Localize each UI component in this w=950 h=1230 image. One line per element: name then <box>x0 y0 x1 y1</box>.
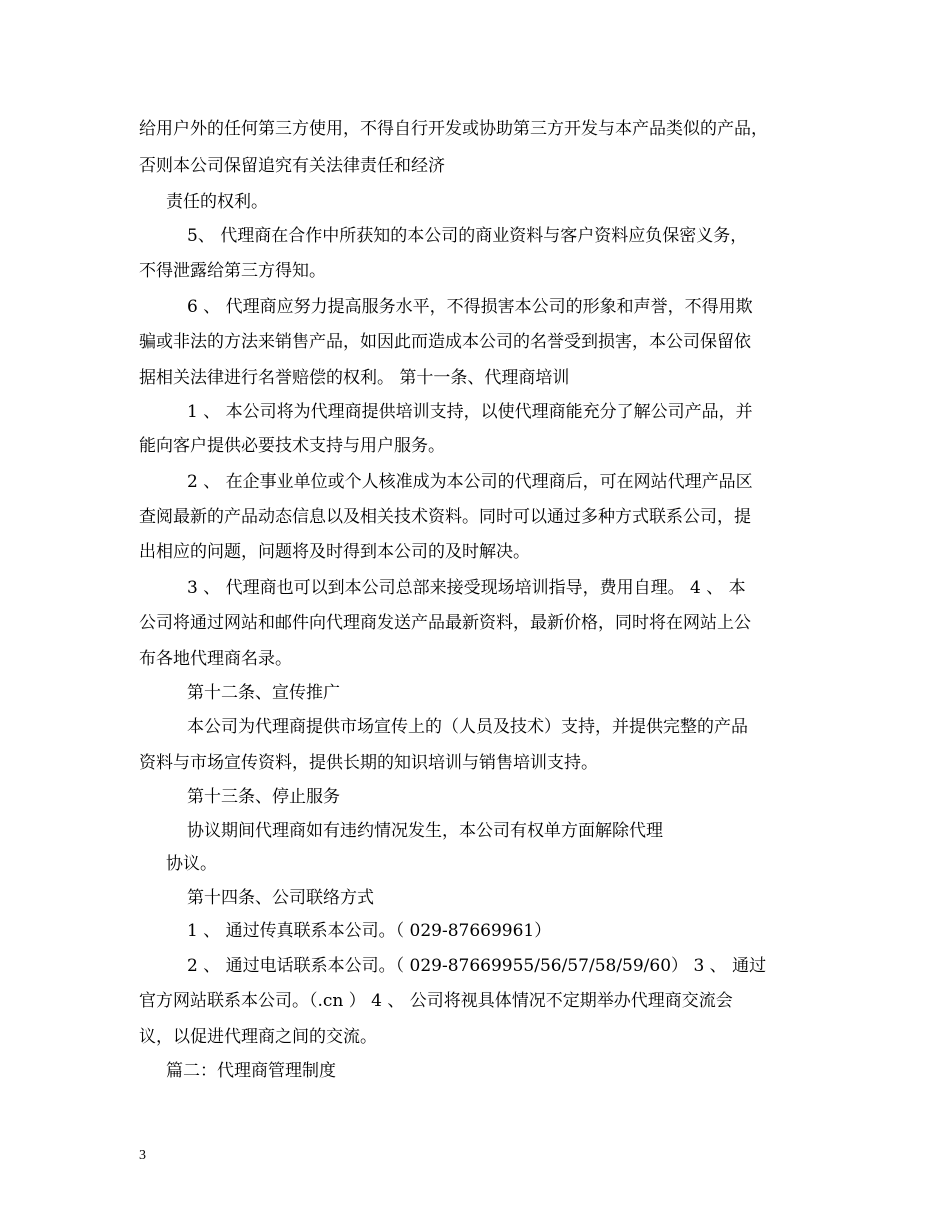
text-line: 不得泄露给第三方得知。 <box>139 261 326 281</box>
text-line: 本公司为代理商提供市场宣传上的（人员及技术）支持，并提供完整的产品 <box>187 717 748 737</box>
text-line: 2 、 在企事业单位或个人核准成为本公司的代理商后，可在网站代理产品区 <box>187 472 753 492</box>
text-line: 协议。 <box>166 854 217 874</box>
text-line: 1 、 通过传真联系本公司。（ 029-87669961） <box>187 921 552 941</box>
text-line: 布各地代理商名录。 <box>139 649 292 669</box>
text-line: 1 、 本公司将为代理商提供培训支持，以使代理商能充分了解公司产品，并 <box>187 402 753 422</box>
section-heading: 篇二：代理商管理制度 <box>166 1061 336 1081</box>
text-line: 查阅最新的产品动态信息以及相关技术资料。同时可以通过多种方式联系公司，提 <box>139 507 751 527</box>
text-line: 5、 代理商在合作中所获知的本公司的商业资料与客户资料应负保密义务， <box>187 226 748 246</box>
text-line: 官方网站联系本公司。（.cn ） 4 、 公司将视具体情况不定期举办代理商交流会 <box>139 991 733 1011</box>
text-line: 议，以促进代理商之间的交流。 <box>139 1027 377 1047</box>
text-line: 2 、 通过电话联系本公司。（ 029-87669955/56/57/58/59/60） 3 、 通过 <box>187 956 767 976</box>
text-line: 给用户外的任何第三方使用，不得自行开发或协助第三方开发与本产品类似的产品， <box>139 119 768 139</box>
section-heading: 第十三条、停止服务 <box>187 787 340 807</box>
text-line: 据相关法律进行名誉赔偿的权利。 第十一条、代理商培训 <box>139 368 570 388</box>
text-line: 3 、 代理商也可以到本公司总部来接受现场培训指导，费用自理。 4 、 本 <box>187 578 746 598</box>
text-line: 资料与市场宣传资料，提供长期的知识培训与销售培训支持。 <box>139 753 598 773</box>
text-line: 能向客户提供必要技术支持与用户服务。 <box>139 436 445 456</box>
text-line: 出相应的问题，问题将及时得到本公司的及时解决。 <box>139 542 530 562</box>
text-line: 协议期间代理商如有违约情况发生，本公司有权单方面解除代理 <box>187 821 663 841</box>
text-line: 6 、 代理商应努力提高服务水平，不得损害本公司的形象和声誉，不得用欺 <box>187 297 753 317</box>
section-heading: 第十二条、宣传推广 <box>187 683 340 703</box>
text-line: 否则本公司保留追究有关法律责任和经济 <box>139 156 445 176</box>
page-number: 3 <box>139 1148 146 1163</box>
text-line: 责任的权利。 <box>166 192 268 212</box>
text-line: 公司将通过网站和邮件向代理商发送产品最新资料，最新价格，同时将在网站上公 <box>139 613 751 633</box>
text-line: 骗或非法的方法来销售产品，如因此而造成本公司的名誉受到损害，本公司保留依 <box>139 332 751 352</box>
section-heading: 第十四条、公司联络方式 <box>187 888 374 908</box>
